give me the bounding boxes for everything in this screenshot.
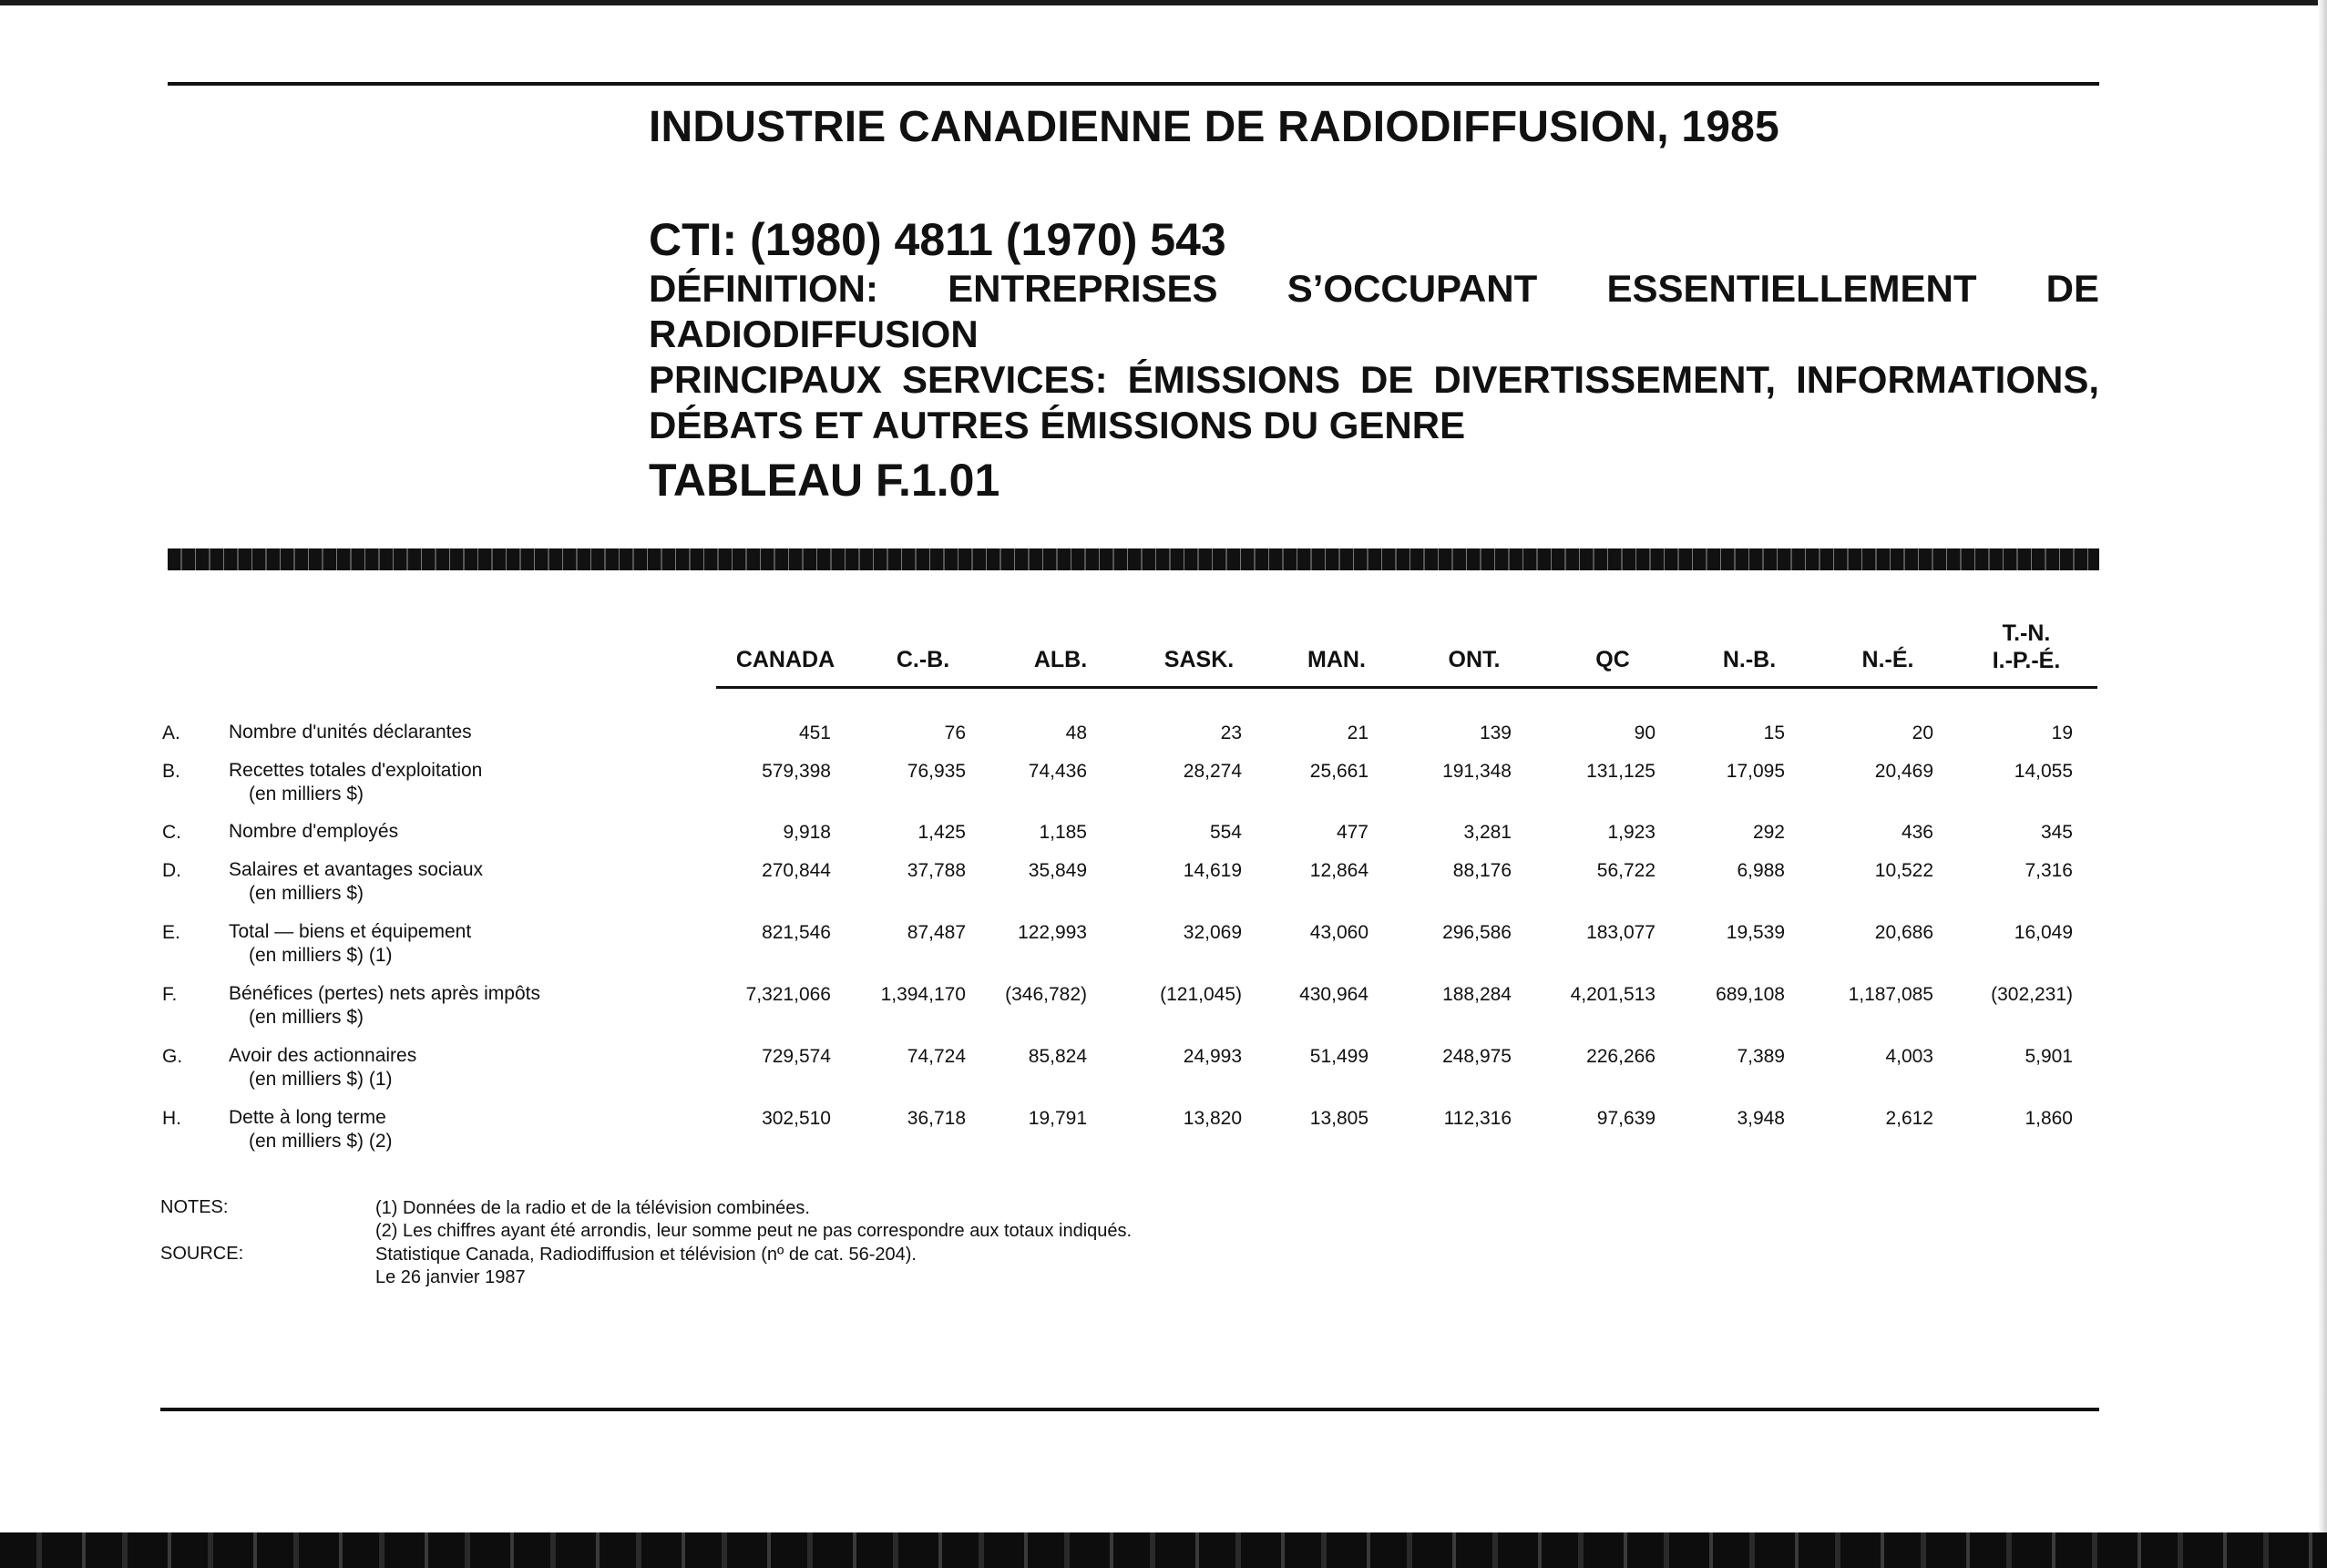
page-right-edge: [2318, 0, 2327, 1540]
column-header-line: T.-N.: [2002, 620, 2051, 646]
table-cell: 74,436: [1028, 761, 1087, 782]
table-cell: 28,274: [1183, 761, 1242, 782]
table-cell: 5,901: [2025, 1046, 2073, 1067]
row-label: [229, 1044, 416, 1091]
row-letter: F.: [162, 984, 178, 1005]
table-cell: 32,069: [1183, 922, 1242, 943]
row-label-main: Nombre d'employés: [229, 821, 399, 842]
table-cell: 579,398: [762, 761, 831, 782]
table-cell: 88,176: [1452, 860, 1512, 881]
note-1: (1) Données de la radio et de la télévision combinées.: [375, 1198, 810, 1218]
row-label: [229, 759, 482, 806]
services-line-1: PRINCIPAUX SERVICES: ÉMISSIONS DE DIVERTISSEMENT, INFORMATIONS,: [649, 358, 2099, 401]
table-cell: 6,988: [1737, 860, 1785, 881]
table-cell: 436: [1901, 822, 1933, 843]
table-cell: 23: [1220, 723, 1242, 743]
table-cell: 19,539: [1726, 922, 1785, 943]
table-cell: 1,923: [1607, 822, 1656, 843]
column-header: N.-B.: [1722, 647, 1777, 672]
table-number: TABLEAU F.1.01: [649, 455, 1000, 506]
table-cell: 25,661: [1309, 761, 1369, 782]
cti-code: CTI: (1980) 4811 (1970) 543: [649, 214, 1226, 265]
table-cell: 554: [1209, 822, 1242, 843]
table-cell: (346,782): [1005, 984, 1087, 1005]
row-label-unit: (en milliers $): [249, 1007, 364, 1028]
header-underline: [716, 686, 2097, 689]
note-2: (2) Les chiffres ayant été arrondis, leur somme peut ne pas correspondre aux totaux indiqués.: [375, 1221, 1133, 1241]
table-cell: 139: [1479, 723, 1512, 743]
table-cell: 188,284: [1442, 984, 1512, 1005]
row-label: [229, 858, 483, 906]
definition-line-1: DÉFINITION: ENTREPRISES S’OCCUPANT ESSENTIELLEMENT DE: [649, 267, 2099, 310]
table-cell: 17,095: [1726, 761, 1785, 782]
table-cell: 3,281: [1463, 822, 1512, 843]
document-title: INDUSTRIE CANADIENNE DE RADIODIFFUSION, 1985: [649, 103, 1779, 151]
notes-label: NOTES:: [160, 1197, 229, 1217]
definition-line-2: RADIODIFFUSION: [649, 313, 979, 355]
table-cell: 85,824: [1028, 1046, 1087, 1067]
table-cell: 13,805: [1309, 1108, 1369, 1129]
row-letter: D.: [162, 860, 181, 881]
table-cell: 183,077: [1586, 922, 1656, 943]
table-cell: 451: [798, 723, 831, 743]
table-cell: 4,201,513: [1570, 984, 1656, 1005]
table-cell: 7,389: [1737, 1046, 1785, 1067]
row-label-unit: (en milliers $): [249, 883, 364, 904]
table-cell: 16,049: [2014, 922, 2073, 943]
column-header: ONT.: [1448, 647, 1501, 672]
table-cell: 48: [1065, 723, 1087, 743]
table-cell: 19,791: [1028, 1108, 1087, 1129]
table-cell: 20: [1912, 723, 1933, 743]
table-cell: (302,231): [1991, 984, 2073, 1005]
table-cell: 74,724: [907, 1046, 966, 1067]
table-cell: 13,820: [1183, 1108, 1242, 1129]
table-cell: 2,612: [1885, 1108, 1933, 1129]
thick-divider: [168, 548, 2099, 570]
table-cell: 296,586: [1442, 922, 1512, 943]
table-cell: 191,348: [1442, 761, 1512, 782]
table-cell: 112,316: [1443, 1108, 1512, 1129]
table-cell: 226,266: [1586, 1046, 1656, 1067]
table-cell: 122,993: [1018, 922, 1087, 943]
row-label: [229, 982, 540, 1030]
table-cell: 248,975: [1442, 1046, 1512, 1067]
row-label-unit: (en milliers $) (2): [249, 1131, 393, 1152]
table-cell: 90: [1634, 723, 1656, 743]
row-letter: E.: [162, 922, 180, 943]
row-label-main: Bénéfices (pertes) nets après impôts: [229, 983, 540, 1004]
table-cell: 21: [1347, 723, 1369, 743]
column-header: MAN.: [1307, 647, 1366, 672]
table-cell: 36,718: [907, 1108, 966, 1129]
row-label-unit: (en milliers $): [249, 784, 364, 804]
table-cell: 1,425: [917, 822, 966, 843]
table-cell: 51,499: [1309, 1046, 1369, 1067]
table-cell: 1,187,085: [1848, 984, 1933, 1005]
top-rule: [168, 82, 2099, 86]
table-cell: 14,619: [1183, 860, 1242, 881]
row-label-main: Dette à long terme: [229, 1107, 386, 1128]
table-cell: 1,394,170: [880, 984, 966, 1005]
table-cell: 10,522: [1874, 860, 1933, 881]
table-cell: 689,108: [1716, 984, 1785, 1005]
column-header: SASK.: [1164, 647, 1235, 672]
table-cell: (121,045): [1160, 984, 1242, 1005]
table-cell: 87,487: [907, 922, 966, 943]
table-cell: 729,574: [762, 1046, 831, 1067]
table-cell: 15: [1763, 723, 1785, 743]
table-cell: 12,864: [1309, 860, 1369, 881]
table-cell: 430,964: [1299, 984, 1369, 1005]
table-cell: 270,844: [762, 860, 831, 881]
row-label-main: Salaires et avantages sociaux: [229, 859, 483, 880]
column-header-line: I.-P.-É.: [1992, 648, 2061, 673]
table-cell: 131,125: [1586, 761, 1656, 782]
row-label: [229, 920, 471, 968]
page-bottom-edge: [0, 1532, 2327, 1568]
row-letter: G.: [162, 1046, 183, 1067]
table-cell: 35,849: [1028, 860, 1087, 881]
row-label: [229, 820, 398, 844]
table-cell: 76: [944, 723, 966, 743]
column-header: C.-B.: [896, 647, 950, 672]
source-text: Statistique Canada, Radiodiffusion et télévision (nº de cat. 56-204).: [375, 1245, 917, 1265]
table-cell: 9,918: [783, 822, 831, 843]
table-cell: 76,935: [907, 761, 966, 782]
row-label-unit: (en milliers $) (1): [249, 1069, 393, 1090]
column-header: CANADA: [735, 647, 835, 672]
table-cell: 3,948: [1737, 1108, 1785, 1129]
row-letter: A.: [162, 723, 180, 743]
table-cell: 477: [1336, 822, 1369, 843]
table-cell: 97,639: [1596, 1108, 1656, 1129]
row-letter: B.: [162, 761, 180, 782]
table-cell: 821,546: [762, 922, 831, 943]
row-letter: C.: [162, 822, 181, 843]
table-cell: 24,993: [1183, 1046, 1242, 1067]
date-text: Le 26 janvier 1987: [375, 1267, 526, 1287]
row-label-unit: (en milliers $) (1): [249, 945, 393, 966]
row-label-main: Nombre d'unités déclarantes: [229, 722, 472, 743]
table-cell: 292: [1752, 822, 1785, 843]
column-header: [1967, 620, 2086, 674]
table-cell: 20,469: [1874, 761, 1933, 782]
column-header: QC: [1595, 647, 1630, 672]
row-label-main: Recettes totales d'exploitation: [229, 760, 483, 781]
table-cell: 43,060: [1309, 922, 1369, 943]
table-cell: 56,722: [1596, 860, 1656, 881]
row-label-main: Total — biens et équipement: [229, 921, 472, 942]
table-cell: 1,185: [1039, 822, 1087, 843]
table-cell: 7,316: [2025, 860, 2073, 881]
column-header: ALB.: [1033, 647, 1088, 672]
table-cell: 14,055: [2014, 761, 2073, 782]
table-cell: 1,860: [2025, 1108, 2073, 1129]
table-cell: 302,510: [762, 1108, 831, 1129]
table-cell: 19: [2051, 723, 2073, 743]
column-header: N.-É.: [1861, 647, 1914, 672]
table-cell: 7,321,066: [745, 984, 831, 1005]
page-top-edge: [0, 0, 2327, 5]
services-line-2: DÉBATS ET AUTRES ÉMISSIONS DU GENRE: [649, 404, 1466, 446]
row-label-main: Avoir des actionnaires: [229, 1045, 417, 1066]
row-label: [229, 1106, 393, 1153]
table-cell: 20,686: [1874, 922, 1933, 943]
row-letter: H.: [162, 1108, 181, 1129]
table-cell: 37,788: [907, 860, 966, 881]
source-label: SOURCE:: [160, 1244, 244, 1264]
row-label: [229, 721, 472, 744]
table-cell: 4,003: [1885, 1046, 1933, 1067]
bottom-rule: [160, 1408, 2099, 1411]
table-cell: 345: [2040, 822, 2073, 843]
